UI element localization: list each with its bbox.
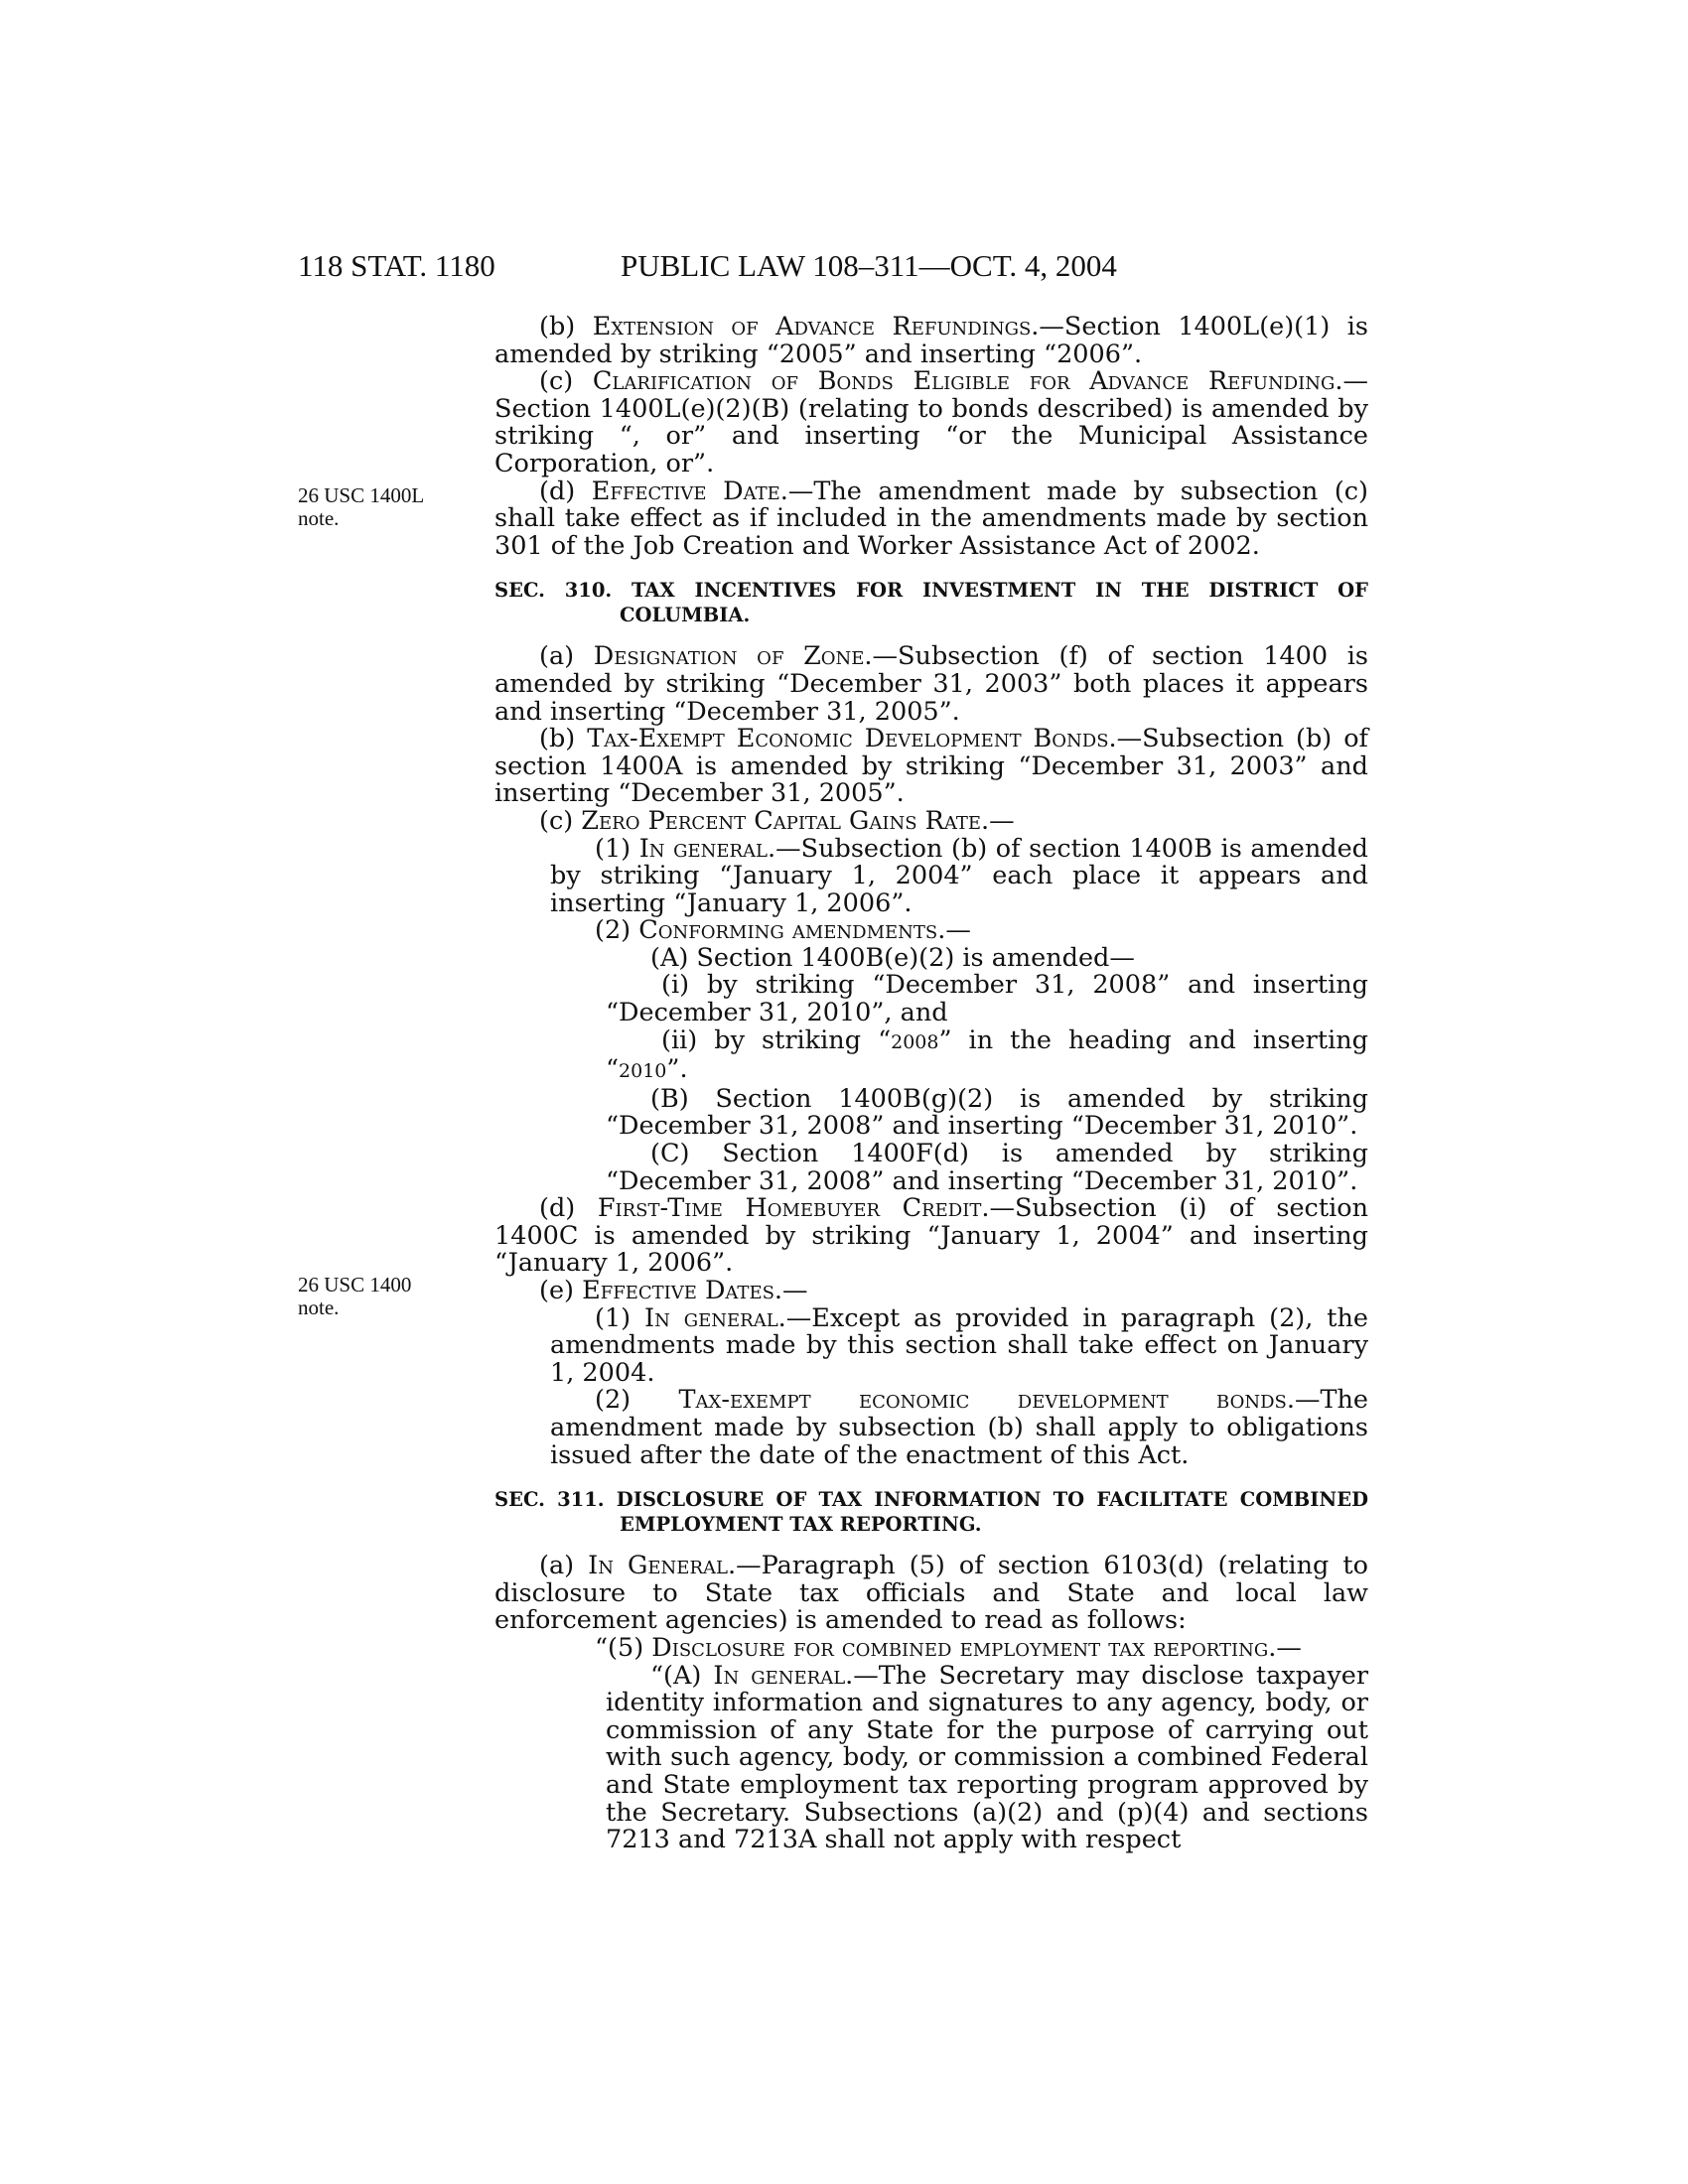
sec310-subsection-c: (c) Zero Percent Capital Gains Rate.— <box>539 805 1015 836</box>
sec310-paragraph-c1: (1) In general.—Subsection (b) of section 1400B is amended by striking “January 1, 2004” each place it appears and inserting “January 1, 2006”. <box>550 833 1368 918</box>
running-header <box>298 246 1291 296</box>
sec310-subsection-d: (d) First-Time Homebuyer Credit.—Subsection (i) of section 1400C is amended by striking “January 1, 2004” and inserting “January 1, 2006”. <box>494 1193 1369 1279</box>
sec310-paragraph-e2: (2) Tax-exempt economic development bonds.—The amendment made by subsection (b) shall apply to obligations issued after the date of the enactment of this Act. <box>550 1385 1368 1470</box>
margin-note-1400l: 26 USC 1400L note. <box>298 483 425 530</box>
sec310-subparagraph-c2a: (A) Section 1400B(e)(2) is amended— <box>650 942 1135 973</box>
sec310-subsection-e: (e) Effective Dates.— <box>539 1276 808 1305</box>
sec310-paragraph-e1: (1) In general.—Except as provided in paragraph (2), the amendments made by this section shall take effect on January 1, 2004. <box>550 1302 1369 1388</box>
sec311-subsection-a: (a) In General.—Paragraph (5) of section 6103(d) (relating to disclosure to State tax officials and State and local law enforcement agencies) is amended to read as follows: <box>494 1551 1368 1636</box>
sec310-subsection-b: (b) Tax-Exempt Economic Development Bonds.—Subsection (b) of section 1400A is amended by striking “December 31, 2003” and inserting “December 31, 2005”. <box>494 724 1368 809</box>
margin-note-1400: 26 USC 1400 note. <box>298 1273 412 1319</box>
sec311-quoted-subparagraph-a: “(A) In general.—The Secretary may disclose taxpayer identity information and signatures to any agency, body, or commission of any State for the purpose of carrying out with such agency, body, or commission a combined Federal and State employment tax reporting program approved by the Secretary. Subsections (a)(2) and (p)(4) and sections 7213 and 7213A shall not apply with respect <box>606 1660 1369 1855</box>
stat-page-number: 118 STAT. 1180 <box>298 248 495 283</box>
sec310-clause-c2ai: (i) by striking “December 31, 2008” and inserting “December 31, 2010”, and <box>606 970 1368 1028</box>
sec310-subparagraph-c2c: (C) Section 1400F(d) is amended by striking “December 31, 2008” and inserting “December 31, 2010”. <box>606 1139 1368 1196</box>
sec310-heading: SEC. 310. TAX INCENTIVES FOR INVESTMENT IN THE DISTRICT OF COLUMBIA. <box>494 579 1368 627</box>
sec311-quoted-paragraph-5: “(5) Disclosure for combined employment tax reporting.— <box>595 1632 1302 1663</box>
sec310-clause-c2aii: (ii) by striking “2008” in the heading and inserting “2010”. <box>606 1024 1368 1085</box>
statute-body <box>494 314 1368 1854</box>
sec309-subsection-d: (d) Effective Date.—The amendment made by subsection (c) shall take effect as if included in the amendments made by section 301 of the Job Creation and Worker Assistance Act of 2002. <box>494 476 1369 561</box>
sec310-subparagraph-c2b: (B) Section 1400B(g)(2) is amended by striking “December 31, 2008” and inserting “December 31, 2010”. <box>606 1083 1368 1142</box>
sec310-subsection-a: (a) Designation of Zone.—Subsection (f) of section 1400 is amended by striking “December 31, 2003” both places it appears and inserting “December 31, 2005”. <box>494 641 1368 727</box>
sec309-subsection-c: (c) Clarification of Bonds Eligible for Advance Refunding.—Section 1400L(e)(2)(B) (relating to bonds described) is amended by striking “, or” and inserting “or the Municipal Assistance Corporation, or”. <box>494 366 1368 478</box>
sec310-paragraph-c2: (2) Conforming amendments.— <box>595 915 971 946</box>
public-law-date: PUBLIC LAW 108–311—OCT. 4, 2004 <box>621 248 1117 283</box>
sec309-subsection-b: (b) Extension of Advance Refundings.—Section 1400L(e)(1) is amended by striking “2005” and inserting “2006”. <box>494 312 1368 369</box>
sec311-heading: SEC. 311. DISCLOSURE OF TAX INFORMATION TO FACILITATE COMBINED EMPLOYMENT TAX REPORTING. <box>494 1488 1368 1537</box>
